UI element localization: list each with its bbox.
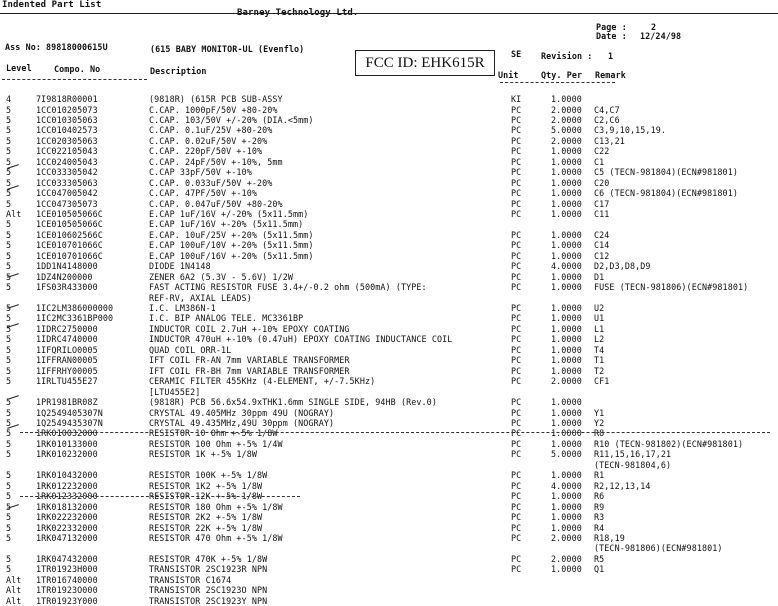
row-compo-no: 1CE010602566C bbox=[36, 229, 103, 240]
row-compo-no: 1IFFRAN00005 bbox=[36, 355, 98, 366]
row-qty: 1.0000 bbox=[551, 271, 582, 282]
row-compo-no: 1IDRC2750000 bbox=[36, 323, 98, 334]
row-remark: C24 bbox=[594, 229, 610, 240]
row-description: C.CAP. 47PF/50V +-10% bbox=[149, 188, 257, 199]
row-level: 5 bbox=[6, 553, 12, 564]
assembly-description: (615 BABY MONITOR-UL (Evenflo) bbox=[150, 44, 305, 54]
row-unit: PC bbox=[511, 303, 522, 313]
row-level: Alt bbox=[6, 595, 22, 606]
row-remark: R4 bbox=[594, 522, 605, 533]
row-remark: C6 (TECN-981804)(ECN#981801) bbox=[594, 188, 738, 199]
row-remark: D1 bbox=[594, 271, 605, 282]
row-description: C.CAP. 220pF/50V +-10% bbox=[149, 146, 263, 157]
row-unit: PC bbox=[511, 313, 522, 324]
row-compo-no: 1IC2MC3361BP000 bbox=[36, 313, 114, 324]
row-qty: 4.0000 bbox=[551, 480, 582, 491]
row-level: 5 bbox=[6, 470, 12, 481]
row-remark: R18,19 bbox=[594, 532, 625, 543]
row-level: 5 bbox=[6, 449, 12, 460]
row-qty: 1.0000 bbox=[551, 303, 582, 313]
col-remark: Remark bbox=[595, 70, 626, 80]
row-description: E.CAP 100uF/10V +-20% (5x11.5mm) bbox=[149, 240, 314, 251]
revision-value: 1 bbox=[608, 51, 614, 61]
row-unit: PC bbox=[511, 407, 522, 418]
row-description: QUAD COIL ORR-1L bbox=[149, 344, 232, 355]
row-level: 5 bbox=[6, 146, 12, 157]
row-description: REF-RV, AXIAL LEADS) bbox=[149, 292, 252, 303]
row-level: 5 bbox=[6, 344, 12, 355]
row-description: E.CAP 1uF/16V +-20% (5x11.5mm) bbox=[149, 219, 304, 230]
row-unit: PC bbox=[511, 532, 522, 543]
row-level: 5 bbox=[6, 219, 12, 230]
row-compo-no: 1RK012232000 bbox=[36, 480, 98, 491]
annotation-line bbox=[20, 496, 300, 497]
row-level: 5 bbox=[6, 156, 12, 167]
row-unit: PC bbox=[511, 250, 522, 261]
header-rule bbox=[0, 13, 778, 14]
row-unit: PC bbox=[511, 177, 522, 188]
row-level: 5 bbox=[6, 125, 12, 136]
row-unit: PC bbox=[511, 135, 522, 146]
row-qty: 2.0000 bbox=[551, 135, 582, 146]
row-unit: PC bbox=[511, 125, 522, 136]
revision-label: Revision : bbox=[541, 51, 593, 61]
row-remark: T4 bbox=[594, 344, 605, 355]
row-unit: PC bbox=[511, 365, 522, 376]
row-compo-no: 1IRLTU455E27 bbox=[36, 376, 98, 387]
row-qty: 1.0000 bbox=[551, 491, 582, 502]
row-description: RESISTOR 100 Ohm +-5% 1/4W bbox=[149, 438, 283, 449]
row-unit: PC bbox=[511, 355, 522, 366]
date-label: Date : bbox=[596, 31, 627, 41]
row-level: 5 bbox=[6, 522, 12, 533]
row-description: RESISTOR 2K2 +-5% 1/8W bbox=[149, 512, 263, 522]
row-level: 5 bbox=[6, 282, 12, 293]
row-unit: PC bbox=[511, 491, 522, 502]
row-description: C.CAP. 103/50V +/-20% (DIA.<5mm) bbox=[149, 114, 314, 125]
row-remark: R5 bbox=[594, 553, 605, 564]
row-compo-no: 1RK022332000 bbox=[36, 522, 98, 533]
row-description: RESISTOR 180 Ohm +-5% 1/8W bbox=[149, 501, 283, 512]
row-unit: PC bbox=[511, 397, 522, 407]
row-unit: KI bbox=[511, 94, 522, 104]
row-description: C.CAP. 0.02uF/50V +-20% bbox=[149, 135, 268, 146]
row-level: 5 bbox=[6, 229, 12, 240]
row-level: 5 bbox=[6, 177, 12, 188]
row-description: C.CAP. 0.1uF/25V +80-20% bbox=[149, 125, 273, 136]
row-qty: 2.0000 bbox=[551, 376, 582, 387]
row-level: 5 bbox=[6, 407, 12, 418]
row-unit: PC bbox=[511, 522, 522, 533]
row-level: 5 bbox=[6, 188, 12, 199]
row-level: 5 bbox=[6, 428, 12, 439]
row-description: DIODE 1N4148 bbox=[149, 261, 211, 272]
row-compo-no: 1IFFRHY00005 bbox=[36, 365, 98, 376]
row-remark: R6 bbox=[594, 491, 605, 502]
row-description: E.CAP 1uF/16V +/-20% (5x11.5mm) bbox=[149, 208, 309, 219]
row-unit: PC bbox=[511, 417, 522, 428]
row-description: RESISTOR 470 Ohm +-5% 1/8W bbox=[149, 532, 283, 543]
row-qty: 1.0000 bbox=[551, 323, 582, 334]
row-qty: 1.0000 bbox=[551, 407, 582, 418]
row-level: 5 bbox=[6, 438, 12, 449]
row-remark: CF1 bbox=[594, 376, 610, 387]
row-remark: L1 bbox=[594, 323, 605, 334]
row-qty: 2.0000 bbox=[551, 114, 582, 125]
col-compo-no: Compo. No bbox=[54, 64, 101, 74]
row-unit: PC bbox=[511, 376, 522, 387]
row-description: E.CAP 100uF/16V +-20% (5x11.5mm) bbox=[149, 250, 314, 261]
row-description: CERAMIC FILTER 455KHz (4-ELEMENT, +/-7.5KHz) bbox=[149, 376, 376, 387]
row-unit: PC bbox=[511, 564, 522, 575]
row-level: 5 bbox=[6, 532, 12, 543]
row-compo-no: 1CC024005043 bbox=[36, 156, 98, 167]
row-qty: 1.0000 bbox=[551, 94, 582, 104]
row-unit: PC bbox=[511, 114, 522, 125]
row-unit: PC bbox=[511, 208, 522, 219]
row-compo-no: 1CE010701066C bbox=[36, 240, 103, 251]
row-remark: FUSE (TECN-981806)(ECN#981801) bbox=[594, 282, 749, 293]
row-level: 5 bbox=[6, 271, 12, 282]
row-level: 5 bbox=[6, 376, 12, 387]
row-compo-no: 1IDRC4740000 bbox=[36, 334, 98, 345]
row-unit: PC bbox=[511, 470, 522, 481]
row-remark: C22 bbox=[594, 146, 610, 157]
row-level: 5 bbox=[6, 480, 12, 491]
row-remark: C20 bbox=[594, 177, 610, 188]
row-compo-no: 1CC010205073 bbox=[36, 104, 98, 115]
row-description: IFT COIL FR-BH 7mm VARIABLE TRANSFORMER bbox=[149, 365, 350, 376]
row-level: 5 bbox=[6, 417, 12, 428]
row-unit: PC bbox=[511, 323, 522, 334]
row-compo-no: 1CE010505066C bbox=[36, 208, 103, 219]
check-mark bbox=[7, 395, 19, 400]
row-remark: L2 bbox=[594, 334, 605, 345]
col-level: Level bbox=[6, 63, 32, 73]
row-remark: R1 bbox=[594, 470, 605, 481]
row-remark: C14 bbox=[594, 240, 610, 251]
row-unit: PC bbox=[511, 428, 522, 439]
row-compo-no: 1CE010505066C bbox=[36, 219, 103, 230]
row-description: TRANSISTOR 2SC1923O NPN bbox=[149, 585, 268, 596]
row-description: TRANSISTOR C1674 bbox=[149, 574, 232, 585]
row-qty: 1.0000 bbox=[551, 365, 582, 376]
date-value: 12/24/98 bbox=[640, 31, 682, 41]
row-qty: 1.0000 bbox=[551, 501, 582, 512]
row-remark: C2,C6 bbox=[594, 114, 620, 125]
row-qty: 1.0000 bbox=[551, 198, 582, 209]
row-level: 5 bbox=[6, 501, 12, 512]
row-unit: PC bbox=[511, 282, 522, 293]
row-level: 5 bbox=[6, 512, 12, 522]
row-compo-no: 1RK010232000 bbox=[36, 449, 98, 460]
row-unit: PC bbox=[511, 334, 522, 345]
col-unit: Unit bbox=[498, 70, 519, 80]
header-underline-right bbox=[500, 82, 615, 83]
row-qty: 2.0000 bbox=[551, 553, 582, 564]
row-compo-no: 1CC033305042 bbox=[36, 167, 98, 178]
row-remark: C5 (TECN-981804)(ECN#981801) bbox=[594, 167, 738, 178]
row-level: 5 bbox=[6, 334, 12, 345]
row-qty: 2.0000 bbox=[551, 532, 582, 543]
row-compo-no: 1RK010133000 bbox=[36, 438, 98, 449]
row-remark: U1 bbox=[594, 313, 605, 324]
row-remark: C11 bbox=[594, 208, 610, 219]
row-compo-no: 1RK047432000 bbox=[36, 553, 98, 564]
row-compo-no: 7I9818R00001 bbox=[36, 94, 98, 104]
row-unit: PC bbox=[511, 344, 522, 355]
row-qty: 1.0000 bbox=[551, 146, 582, 157]
row-remark: Q1 bbox=[594, 564, 605, 575]
row-description: C.CAP. 0.047uF/50V +80-20% bbox=[149, 198, 283, 209]
row-qty: 1.0000 bbox=[551, 177, 582, 188]
row-description: C.CAP. 1000pF/50V +80-20% bbox=[149, 104, 278, 115]
row-unit: PC bbox=[511, 167, 522, 178]
row-qty: 1.0000 bbox=[551, 250, 582, 261]
row-level: 5 bbox=[6, 491, 12, 502]
row-compo-no: 1TR01923Y000 bbox=[36, 595, 98, 606]
row-level: 5 bbox=[6, 198, 12, 209]
page-label: Page : bbox=[596, 22, 627, 32]
row-compo-no: 1DD1N4148000 bbox=[36, 261, 98, 272]
list-title: Indented Part List bbox=[2, 0, 102, 10]
row-compo-no: 1IC2LM386000000 bbox=[36, 303, 114, 313]
row-unit: PC bbox=[511, 512, 522, 522]
row-description: RESISTOR 22K +-5% 1/8W bbox=[149, 522, 263, 533]
row-remark: R10 (TECN-981802)(ECN#981801) bbox=[594, 438, 744, 449]
row-qty: 1.0000 bbox=[551, 438, 582, 449]
row-level: 5 bbox=[6, 135, 12, 146]
row-remark: C3,9,10,15,19. bbox=[594, 125, 666, 136]
row-level: Alt bbox=[6, 574, 22, 585]
row-qty: 1.0000 bbox=[551, 564, 582, 575]
row-compo-no: 1CC020305063 bbox=[36, 135, 98, 146]
row-unit: PC bbox=[511, 240, 522, 251]
row-qty: 1.0000 bbox=[551, 344, 582, 355]
row-compo-no: 1DZ4N200000 bbox=[36, 271, 93, 282]
row-level: 5 bbox=[6, 250, 12, 261]
row-remark: (TECN-981804,6) bbox=[594, 459, 672, 470]
row-compo-no: 1CC010402573 bbox=[36, 125, 98, 136]
row-qty: 1.0000 bbox=[551, 355, 582, 366]
row-qty: 1.0000 bbox=[551, 512, 582, 522]
row-unit: PC bbox=[511, 438, 522, 449]
row-compo-no: 1CE010701066C bbox=[36, 250, 103, 261]
row-qty: 2.0000 bbox=[551, 104, 582, 115]
row-level: 4 bbox=[6, 94, 12, 104]
row-compo-no: 1TR01923O000 bbox=[36, 585, 98, 596]
row-compo-no: 1CC022105043 bbox=[36, 146, 98, 157]
row-description: RESISTOR 10 Ohm +-5% 1/8W bbox=[149, 428, 278, 439]
row-description: [LTU455E2] bbox=[149, 386, 201, 397]
row-description: INDUCTOR 470uH +-10% (0.47uH) EPOXY COATING INDUCTANCE COIL bbox=[149, 334, 453, 345]
row-remark: R2,12,13,14 bbox=[594, 480, 651, 491]
row-level: 5 bbox=[6, 240, 12, 251]
row-remark: D2,D3,D8,D9 bbox=[594, 261, 651, 272]
row-remark: C17 bbox=[594, 198, 610, 209]
row-level: 5 bbox=[6, 397, 12, 407]
row-unit: PC bbox=[511, 261, 522, 272]
row-remark: R3 bbox=[594, 512, 605, 522]
row-unit: PC bbox=[511, 553, 522, 564]
row-qty: 1.0000 bbox=[551, 334, 582, 345]
row-qty: 1.0000 bbox=[551, 417, 582, 428]
row-compo-no: 1IFQRILO0005 bbox=[36, 344, 98, 355]
row-description: RESISTOR 100K +-5% 1/8W bbox=[149, 470, 268, 481]
row-qty: 1.0000 bbox=[551, 313, 582, 324]
row-description: C.CAP. 0.033uF/50V +-20% bbox=[149, 177, 273, 188]
row-qty: 1.0000 bbox=[551, 428, 582, 439]
row-compo-no: 1RK010432000 bbox=[36, 470, 98, 481]
row-compo-no: 1CC047005042 bbox=[36, 188, 98, 199]
row-unit: PC bbox=[511, 449, 522, 460]
row-remark: R9 bbox=[594, 501, 605, 512]
row-description: C.CAP 33pF/50V +-10% bbox=[149, 167, 252, 178]
row-remark: R8 bbox=[594, 428, 605, 439]
row-qty: 1.0000 bbox=[551, 240, 582, 251]
row-qty: 5.0000 bbox=[551, 449, 582, 460]
row-level: 5 bbox=[6, 104, 12, 115]
row-description: (9818R) (615R PCB SUB-ASSY bbox=[149, 94, 283, 104]
row-level: Alt bbox=[6, 208, 22, 219]
row-unit: PC bbox=[511, 104, 522, 115]
row-compo-no: 1TR016740000 bbox=[36, 574, 98, 585]
row-description: FAST ACTING RESISTOR FUSE 3.4+/-0.2 ohm (500mA) (TYPE: bbox=[149, 282, 427, 293]
ass-no-value: 89818000615U bbox=[46, 42, 108, 52]
row-compo-no: 1Q2549405307N bbox=[36, 407, 103, 418]
row-level: 5 bbox=[6, 365, 12, 376]
row-description: RESISTOR 470K +-5% 1/8W bbox=[149, 553, 268, 564]
row-description: C.CAP. 24pF/50V +-10%, 5mm bbox=[149, 156, 283, 167]
col-qty-per: Qty. Per bbox=[541, 70, 583, 80]
ass-no-label: Ass No: bbox=[5, 42, 41, 52]
row-description: (9818R) PCB 56.6x54.9xTHK1.6mm SINGLE SIDE, 94HB (Rev.0) bbox=[149, 397, 437, 407]
row-description: INDUCTOR COIL 2.7uH +-10% EPOXY COATING bbox=[149, 323, 350, 334]
header-underline bbox=[2, 79, 147, 80]
row-compo-no: 1FS03R433000 bbox=[36, 282, 98, 293]
row-remark: Y1 bbox=[594, 407, 605, 418]
row-description: I.C. LM386N-1 bbox=[149, 303, 216, 313]
row-remark: Y2 bbox=[594, 417, 605, 428]
row-compo-no: 1RK018132000 bbox=[36, 501, 98, 512]
row-description: IFT COIL FR-AN 7mm VARIABLE TRANSFORMER bbox=[149, 355, 350, 366]
row-qty: 1.0000 bbox=[551, 156, 582, 167]
row-description: RESISTOR 1K2 +-5% 1/8W bbox=[149, 480, 263, 491]
col-description: Description bbox=[150, 66, 207, 76]
row-level: Alt bbox=[6, 585, 22, 596]
row-remark: T1 bbox=[594, 355, 605, 366]
row-remark: C12 bbox=[594, 250, 610, 261]
row-description: RESISTOR 1K +-5% 1/8W bbox=[149, 449, 257, 460]
row-compo-no: 1TR01923H000 bbox=[36, 564, 98, 575]
row-remark: C13,21 bbox=[594, 135, 625, 146]
row-unit: PC bbox=[511, 501, 522, 512]
row-description: TRANSISTOR 2SC1923Y NPN bbox=[149, 595, 268, 606]
row-description: I.C. BIP ANALOG TELE. MC3361BP bbox=[149, 313, 304, 324]
row-compo-no: 1RK010032000 bbox=[36, 428, 98, 439]
row-remark: R11,15,16,17,21 bbox=[594, 449, 672, 460]
row-description: TRANSISTOR 2SC1923R NPN bbox=[149, 564, 268, 575]
row-compo-no: 1RK022232000 bbox=[36, 512, 98, 522]
row-level: 5 bbox=[6, 323, 12, 334]
annotation-line bbox=[20, 432, 770, 433]
row-remark: U2 bbox=[594, 303, 605, 313]
se-label: SE bbox=[511, 49, 522, 59]
row-level: 5 bbox=[6, 114, 12, 125]
row-unit: PC bbox=[511, 188, 522, 199]
row-qty: 1.0000 bbox=[551, 188, 582, 199]
row-qty: 5.0000 bbox=[551, 125, 582, 136]
row-qty: 1.0000 bbox=[551, 229, 582, 240]
row-compo-no: 1CC047305073 bbox=[36, 198, 98, 209]
page-number: 2 bbox=[651, 22, 657, 32]
row-level: 5 bbox=[6, 313, 12, 324]
row-description: E.CAP. 10uF/25V +-20% (5x11.5mm) bbox=[149, 229, 314, 240]
row-level: 5 bbox=[6, 303, 12, 313]
row-remark: C1 bbox=[594, 156, 605, 167]
row-unit: PC bbox=[511, 229, 522, 240]
row-unit: PC bbox=[511, 480, 522, 491]
row-qty: 1.0000 bbox=[551, 470, 582, 481]
row-description: ZENER 6A2 (5.3V - 5.6V) 1/2W bbox=[149, 271, 293, 282]
fcc-id-stamp: FCC ID: EHK615R bbox=[355, 50, 495, 76]
row-remark: C4,C7 bbox=[594, 104, 620, 115]
company-name: Barney Technology Ltd. bbox=[237, 8, 359, 18]
row-description: CRYSTAL 49.405MHz 30ppm 49U (NOGRAY) bbox=[149, 407, 335, 418]
row-qty: 4.0000 bbox=[551, 261, 582, 272]
row-qty: 1.0000 bbox=[551, 208, 582, 219]
row-level: 5 bbox=[6, 355, 12, 366]
row-compo-no: 1PR1981BR08Z bbox=[36, 397, 98, 407]
row-qty: 1.0000 bbox=[551, 397, 582, 407]
row-level: 5 bbox=[6, 167, 12, 178]
row-qty: 1.0000 bbox=[551, 522, 582, 533]
row-unit: PC bbox=[511, 198, 522, 209]
row-qty: 1.0000 bbox=[551, 167, 582, 178]
row-level: 5 bbox=[6, 261, 12, 272]
row-compo-no: 1RK012332000 bbox=[36, 491, 98, 502]
row-level: 5 bbox=[6, 564, 12, 575]
row-compo-no: 1RK047132000 bbox=[36, 532, 98, 543]
row-compo-no: 1CC033305063 bbox=[36, 177, 98, 188]
row-unit: PC bbox=[511, 271, 522, 282]
row-qty: 1.0000 bbox=[551, 282, 582, 293]
row-remark: T2 bbox=[594, 365, 605, 376]
row-remark: (TECN-981806)(ECN#981801) bbox=[594, 543, 723, 554]
row-description: CRYSTAL 49.435MHz,49U 30ppm (NOGRAY) bbox=[149, 417, 335, 428]
row-compo-no: 1CC010305063 bbox=[36, 114, 98, 125]
row-unit: PC bbox=[511, 146, 522, 157]
row-compo-no: 1Q2549435307N bbox=[36, 417, 103, 428]
row-unit: PC bbox=[511, 156, 522, 167]
row-description: RESISTOR 12K +-5% 1/8W bbox=[149, 491, 263, 502]
